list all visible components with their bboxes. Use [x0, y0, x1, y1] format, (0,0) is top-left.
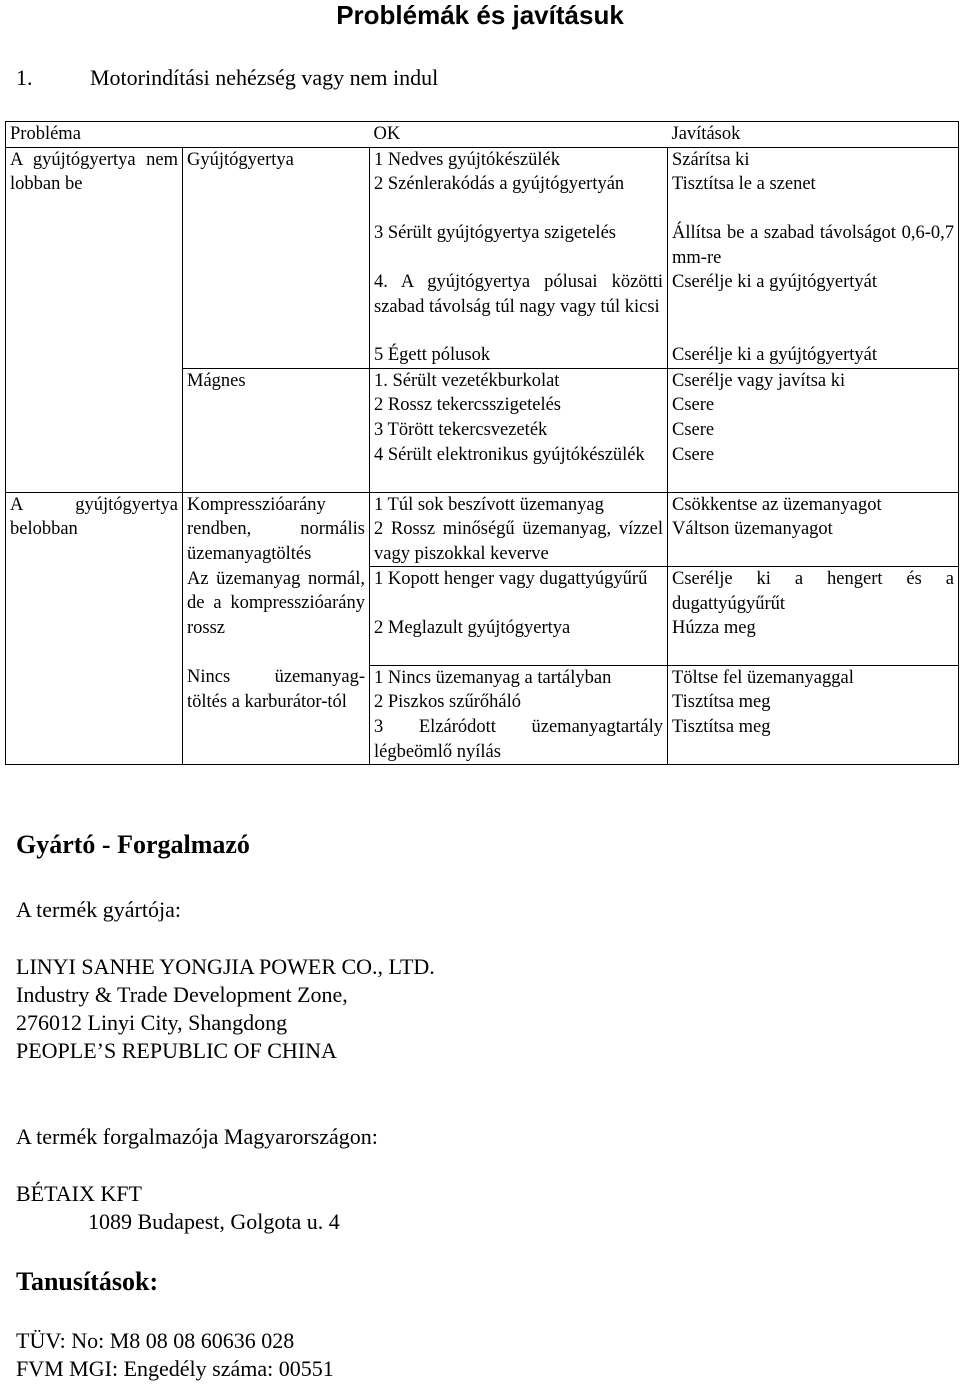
fix-cell: Állítsa be a szabad távolságot 0,6-0,7 mm-re — [668, 221, 959, 270]
header-cause: OK — [370, 122, 668, 148]
problem-cell: A gyújtógyertya nem lobban be — [6, 147, 183, 492]
group-cell: Mágnes — [183, 368, 370, 492]
cause-cell: 1 Kopott henger vagy dugattyúgyűrű — [370, 567, 668, 617]
troubleshooting-table — [5, 121, 959, 765]
section-heading — [16, 64, 438, 92]
header-problem: Probléma — [6, 122, 183, 148]
cause-cell: 2 Rossz tekercsszigetelés — [370, 393, 668, 418]
header-spacer — [183, 122, 370, 148]
cause-cell: 3 Sérült gyújtógyertya szigetelés — [370, 221, 668, 270]
fix-cell: Cserélje ki a gyújtógyertyát — [668, 343, 959, 368]
cause-cell: 2 Piszkos szűrőháló — [370, 690, 668, 715]
cause-cell: 1 Túl sok beszívott üzemanyag — [370, 492, 668, 517]
certificates-heading: Tanusítások: — [16, 1267, 159, 1296]
cause-cell: 3 Elzáródott üzemanyagtartály légbeömlő nyílás — [370, 715, 668, 765]
group-cell: Az üzemanyag normál, de a kompresszióarány rossz — [183, 567, 370, 666]
table-row — [6, 492, 959, 517]
cause-cell: 1 Nedves gyújtókészülék — [370, 147, 668, 172]
cause-cell: 3 Törött tekercsvezeték — [370, 418, 668, 443]
cause-cell: 2 Meglazult gyújtógyertya — [370, 616, 668, 665]
problem-cell: A gyújtógyertya belobban — [6, 492, 183, 765]
cause-cell: 1. Sérült vezetékburkolat — [370, 368, 668, 393]
distributor-name: BÉTAIX KFT — [16, 1181, 142, 1206]
cause-cell: 2 Szénlerakódás a gyújtógyertyán — [370, 172, 668, 221]
distributor-label: A termék forgalmazója Magyarországon: — [16, 1124, 378, 1149]
page-title: Problémák és javításuk — [336, 0, 624, 30]
table-header-row — [6, 122, 959, 148]
group-cell: Kompresszióarány rendben, normális üzemanyagtöltés — [183, 492, 370, 567]
cause-cell: 2 Rossz minőségű üzemanyag, vízzel vagy piszokkal keverve — [370, 517, 668, 567]
fix-cell: Szárítsa ki — [668, 147, 959, 172]
fix-cell: Csere — [668, 418, 959, 443]
cause-cell: 4 Sérült elektronikus gyújtókészülék — [370, 443, 668, 492]
fix-cell: Cserélje vagy javítsa ki — [668, 368, 959, 393]
fix-cell: Cserélje ki a gyújtógyertyát — [668, 270, 959, 343]
section-number: 1. — [16, 65, 33, 90]
group-cell: Nincs üzemanyag-töltés a karburátor-tól — [183, 665, 370, 765]
fix-cell: Tisztítsa meg — [668, 690, 959, 715]
fix-cell: Csere — [668, 393, 959, 418]
fix-cell: Töltse fel üzemanyaggal — [668, 665, 959, 690]
cause-cell: 5 Égett pólusok — [370, 343, 668, 368]
fix-cell: Cserélje ki a hengert és a dugattyúgyűrűt — [668, 567, 959, 617]
fix-cell: Tisztítsa le a szenet — [668, 172, 959, 221]
fix-cell: Tisztítsa meg — [668, 715, 959, 765]
certificate-line: FVM MGI: Engedély száma: 00551 — [16, 1356, 334, 1381]
table-row — [6, 147, 959, 172]
manufacturer-label: A termék gyártója: — [16, 897, 181, 922]
fix-cell: Csökkentse az üzemanyagot — [668, 492, 959, 517]
section-heading-text: Motorindítási nehézség vagy nem indul — [90, 65, 439, 90]
manufacturer-line: 276012 Linyi City, Shangdong — [16, 1010, 288, 1035]
fix-cell: Váltson üzemanyagot — [668, 517, 959, 567]
manufacturer-line: LINYI SANHE YONGJIA POWER CO., LTD. — [16, 954, 435, 979]
manufacturer-line: PEOPLE’S REPUBLIC OF CHINA — [16, 1038, 337, 1063]
manufacturer-line: Industry & Trade Development Zone, — [16, 982, 348, 1007]
fix-cell: Csere — [668, 443, 959, 492]
certificate-line: TÜV: No: M8 08 08 60636 028 — [16, 1328, 295, 1353]
manufacturer-heading: Gyártó - Forgalmazó — [16, 830, 250, 859]
cause-cell: 1 Nincs üzemanyag a tartályban — [370, 665, 668, 690]
group-cell: Gyújtógyertya — [183, 147, 370, 368]
header-fix: Javítások — [668, 122, 959, 148]
cause-cell: 4. A gyújtógyertya pólusai közötti szabad távolság túl nagy vagy túl kicsi — [370, 270, 668, 343]
distributor-address: 1089 Budapest, Golgota u. 4 — [88, 1209, 340, 1234]
fix-cell: Húzza meg — [668, 616, 959, 665]
